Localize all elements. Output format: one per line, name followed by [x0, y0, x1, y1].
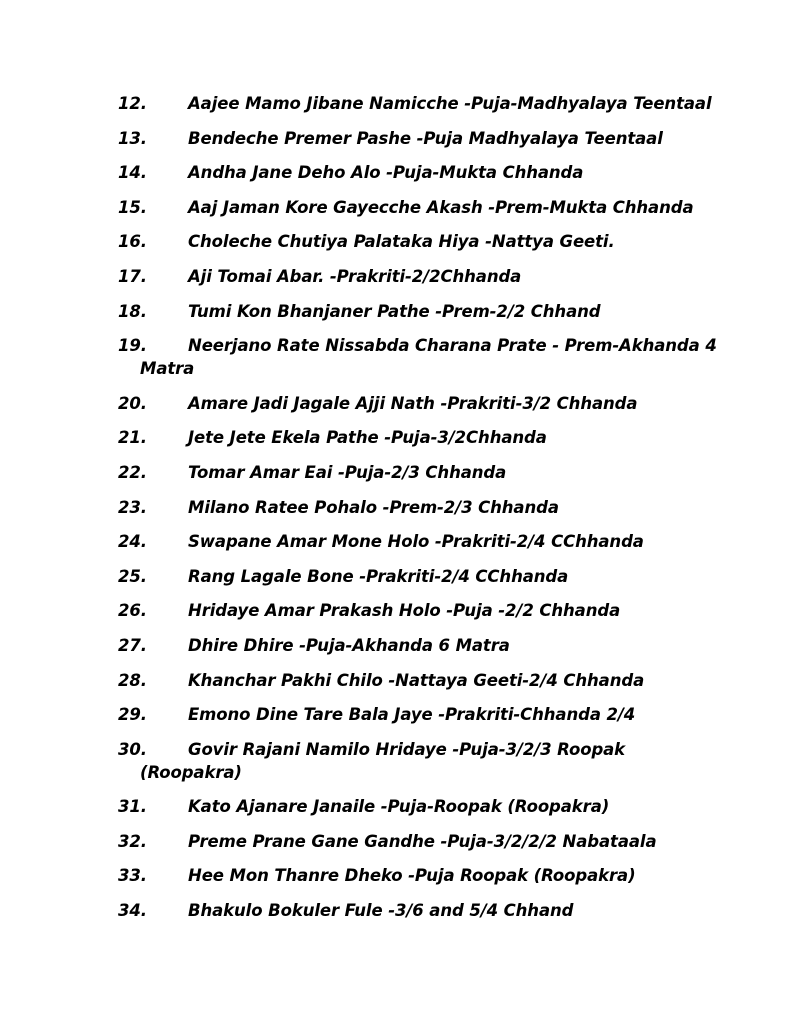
item-number: 27.: [118, 635, 147, 655]
item-title: Jete Jete Ekela Pathe -Puja-3/2Chhanda: [188, 428, 547, 448]
item-title: Milano Ratee Pohalo -Prem-2/3 Chhanda: [188, 497, 559, 517]
item-number: 28.: [118, 670, 147, 690]
item-number: 21.: [118, 428, 147, 448]
item-title: Choleche Chutiya Palataka Hiya -Nattya Geeti.: [188, 232, 615, 252]
item-number: 16.: [118, 232, 147, 252]
list-item: [118, 703, 718, 726]
list-item: [118, 300, 718, 323]
item-number: 13.: [118, 128, 147, 148]
item-title: Aajee Mamo Jibane Namicche -Puja-Madhyalaya Teentaal: [188, 94, 712, 113]
item-title: Bendeche Premer Pashe -Puja Madhyalaya Teentaal: [188, 128, 663, 148]
item-title: Swapane Amar Mone Holo -Prakriti-2/4 CChhanda: [188, 532, 644, 552]
item-number: 18.: [118, 301, 147, 321]
item-number: 22.: [118, 462, 147, 482]
list-item: [118, 230, 718, 253]
item-title: Neerjano Rate Nissabda Charana Prate - Prem-Akhanda 4: [188, 336, 717, 356]
list-item: [118, 127, 718, 150]
item-title: Aaj Jaman Kore Gayecche Akash -Prem-Mukta Chhanda: [188, 197, 694, 217]
list-item: [118, 830, 718, 853]
list-item: [118, 334, 718, 380]
item-number: 33.: [118, 866, 147, 886]
item-title: Emono Dine Tare Bala Jaye -Prakriti-Chhanda 2/4: [188, 705, 636, 725]
song-list: [118, 92, 718, 934]
item-number: 14.: [118, 163, 147, 183]
item-number: 17.: [118, 266, 147, 286]
item-title: Amare Jadi Jagale Ajji Nath -Prakriti-3/2 Chhanda: [188, 393, 638, 413]
item-number: 32.: [118, 831, 147, 851]
item-title: Preme Prane Gane Gandhe -Puja-3/2/2/2 Nabataala: [188, 831, 657, 851]
item-title: Tomar Amar Eai -Puja-2/3 Chhanda: [188, 462, 507, 482]
list-item: [118, 265, 718, 288]
item-title: Andha Jane Deho Alo -Puja-Mukta Chhanda: [188, 163, 584, 183]
list-item: [118, 196, 718, 219]
item-title: Govir Rajani Namilo Hridaye -Puja-3/2/3 Roopak: [188, 739, 626, 759]
list-item: [118, 426, 718, 449]
item-title: Tumi Kon Bhanjaner Pathe -Prem-2/2 Chhand: [188, 301, 601, 321]
list-item: [118, 669, 718, 692]
item-number: 19.: [118, 336, 147, 356]
list-item: [118, 392, 718, 415]
list-item: [118, 92, 718, 115]
item-number: 12.: [118, 94, 147, 113]
item-title: Dhire Dhire -Puja-Akhanda 6 Matra: [188, 635, 510, 655]
item-number: 30.: [118, 739, 147, 759]
item-number: 34.: [118, 901, 147, 921]
item-number: 20.: [118, 393, 147, 413]
item-number: 24.: [118, 532, 147, 552]
item-title: Rang Lagale Bone -Prakriti-2/4 CChhanda: [188, 566, 569, 586]
list-item: [118, 795, 718, 818]
list-item: [118, 461, 718, 484]
item-number: 15.: [118, 197, 147, 217]
list-item: [118, 496, 718, 519]
list-item: [118, 899, 718, 922]
list-item: [118, 599, 718, 622]
item-title: Aji Tomai Abar. -Prakriti-2/2Chhanda: [188, 266, 522, 286]
item-number: 31.: [118, 797, 147, 817]
item-number: 23.: [118, 497, 147, 517]
list-item: [118, 565, 718, 588]
item-title: Hridaye Amar Prakash Holo -Puja -2/2 Chhanda: [188, 601, 621, 621]
item-title-continuation: (Roopakra): [140, 762, 242, 782]
item-number: 26.: [118, 601, 147, 621]
item-title: Bhakulo Bokuler Fule -3/6 and 5/4 Chhand: [188, 901, 574, 921]
item-number: 29.: [118, 705, 147, 725]
list-item: [118, 161, 718, 184]
item-title: Khanchar Pakhi Chilo -Nattaya Geeti-2/4 Chhanda: [188, 670, 645, 690]
item-title: Hee Mon Thanre Dheko -Puja Roopak (Roopakra): [188, 866, 636, 886]
list-item: [118, 634, 718, 657]
item-number: 25.: [118, 566, 147, 586]
list-item: [118, 530, 718, 553]
list-item: [118, 738, 718, 784]
item-title-continuation: Matra: [140, 359, 195, 379]
list-item: [118, 864, 718, 887]
item-title: Kato Ajanare Janaile -Puja-Roopak (Roopakra): [188, 797, 610, 817]
